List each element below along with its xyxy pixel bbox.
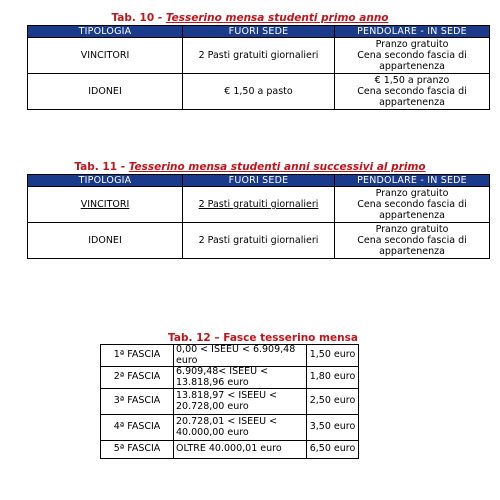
tab10-idonei-fuori: € 1,50 a pasto xyxy=(183,74,335,110)
tab10-idonei-label: IDONEI xyxy=(28,74,183,110)
tab11-caption-title: Tesserino mensa studenti anni successivi al primo xyxy=(128,161,426,173)
tab12-row4-range: 20.728,01 < ISEEU < 40.000,00 euro xyxy=(174,415,307,441)
tab11-vincitori-pend xyxy=(335,187,490,223)
tab10-idonei-pend-line3: appartenenza xyxy=(379,97,445,108)
tab10-vincitori-pend xyxy=(335,38,490,74)
tab10-caption xyxy=(0,12,500,24)
tab11-caption xyxy=(0,161,500,173)
tab11-header-pendolare: PENDOLARE - IN SEDE xyxy=(335,175,490,187)
tab11-header-tipologia: TIPOLOGIA xyxy=(28,175,183,187)
tab10-table xyxy=(27,25,490,110)
tab12-row2-fascia: 2ª FASCIA xyxy=(101,367,174,389)
tab11-vincitori-label-text: VINCITORI xyxy=(80,199,130,210)
tab11-table xyxy=(27,174,490,259)
tab10-idonei-pend xyxy=(335,74,490,110)
tab10-vincitori-pend-line1: Pranzo gratuito xyxy=(375,39,449,50)
tab12-row1-euro: 1,50 euro xyxy=(307,345,359,367)
tab11-vincitori-pend-line3: appartenenza xyxy=(379,210,445,221)
tab12-row4-fascia: 4ª FASCIA xyxy=(101,415,174,441)
tab11-idonei-label: IDONEI xyxy=(28,223,183,259)
tab11-vincitori-pend-line2: Cena secondo fascia di xyxy=(357,199,467,210)
tab10-header-fuori-sede: FUORI SEDE xyxy=(183,26,335,38)
tab10-idonei-pend-line2: Cena secondo fascia di xyxy=(357,86,467,97)
tab11-header-row xyxy=(28,175,490,187)
tab11-caption-number: Tab. 11 - xyxy=(74,161,129,173)
tab10-vincitori-label: VINCITORI xyxy=(28,38,183,74)
tab10-vincitori-pend-line3: appartenenza xyxy=(379,61,445,72)
tab10-caption-number: Tab. 10 - xyxy=(111,12,166,24)
tab11-idonei-pend xyxy=(335,223,490,259)
table-row xyxy=(28,38,490,74)
tab12-row2-euro: 1,80 euro xyxy=(307,367,359,389)
table-row xyxy=(28,187,490,223)
tab11-vincitori-fuori xyxy=(183,187,335,223)
tab12-row4-euro: 3,50 euro xyxy=(307,415,359,441)
table-row xyxy=(101,389,359,415)
table-row xyxy=(101,367,359,389)
tab11-idonei-pend-line1: Pranzo gratuito xyxy=(375,224,449,235)
tab11-idonei-pend-line2: Cena secondo fascia di xyxy=(357,235,467,246)
table-row xyxy=(28,223,490,259)
tab12-row5-fascia: 5ª FASCIA xyxy=(101,441,174,459)
tab12-row5-euro: 6,50 euro xyxy=(307,441,359,459)
tab11-vincitori-pend-line1: Pranzo gratuito xyxy=(375,188,449,199)
tab10-header-pendolare: PENDOLARE - IN SEDE xyxy=(335,26,490,38)
tab11-idonei-fuori: 2 Pasti gratuiti giornalieri xyxy=(183,223,335,259)
tab10-idonei-pend-line1: € 1,50 a pranzo xyxy=(374,75,450,86)
tab12-row2-range: 6.909,48< ISEEU < 13.818,96 euro xyxy=(174,367,307,389)
tab10-header-row xyxy=(28,26,490,38)
tab12-row1-range: 0,00 < ISEEU < 6.909,48 euro xyxy=(174,345,307,367)
tab11-header-fuori-sede: FUORI SEDE xyxy=(183,175,335,187)
tab10-vincitori-pend-line2: Cena secondo fascia di xyxy=(357,50,467,61)
tab12-caption: Tab. 12 – Fasce tesserino mensa xyxy=(168,332,358,344)
table-row xyxy=(101,415,359,441)
tab12-row3-range: 13.818,97 < ISEEU < 20.728,00 euro xyxy=(174,389,307,415)
tab11-idonei-pend-line3: appartenenza xyxy=(379,246,445,257)
table-row xyxy=(28,74,490,110)
table-row xyxy=(101,441,359,459)
tab11-vincitori-label xyxy=(28,187,183,223)
tab11-vincitori-fuori-text: 2 Pasti gratuiti giornalieri xyxy=(198,199,319,210)
tab10-header-tipologia: TIPOLOGIA xyxy=(28,26,183,38)
tab12-row5-range: OLTRE 40.000,01 euro xyxy=(174,441,307,459)
tab12-row3-fascia: 3ª FASCIA xyxy=(101,389,174,415)
tab12-table xyxy=(100,344,359,459)
tab10-vincitori-fuori: 2 Pasti gratuiti giornalieri xyxy=(183,38,335,74)
tab12-row3-euro: 2,50 euro xyxy=(307,389,359,415)
tab10-caption-title: Tesserino mensa studenti primo anno xyxy=(165,12,389,24)
table-row xyxy=(101,345,359,367)
tab12-row1-fascia: 1ª FASCIA xyxy=(101,345,174,367)
